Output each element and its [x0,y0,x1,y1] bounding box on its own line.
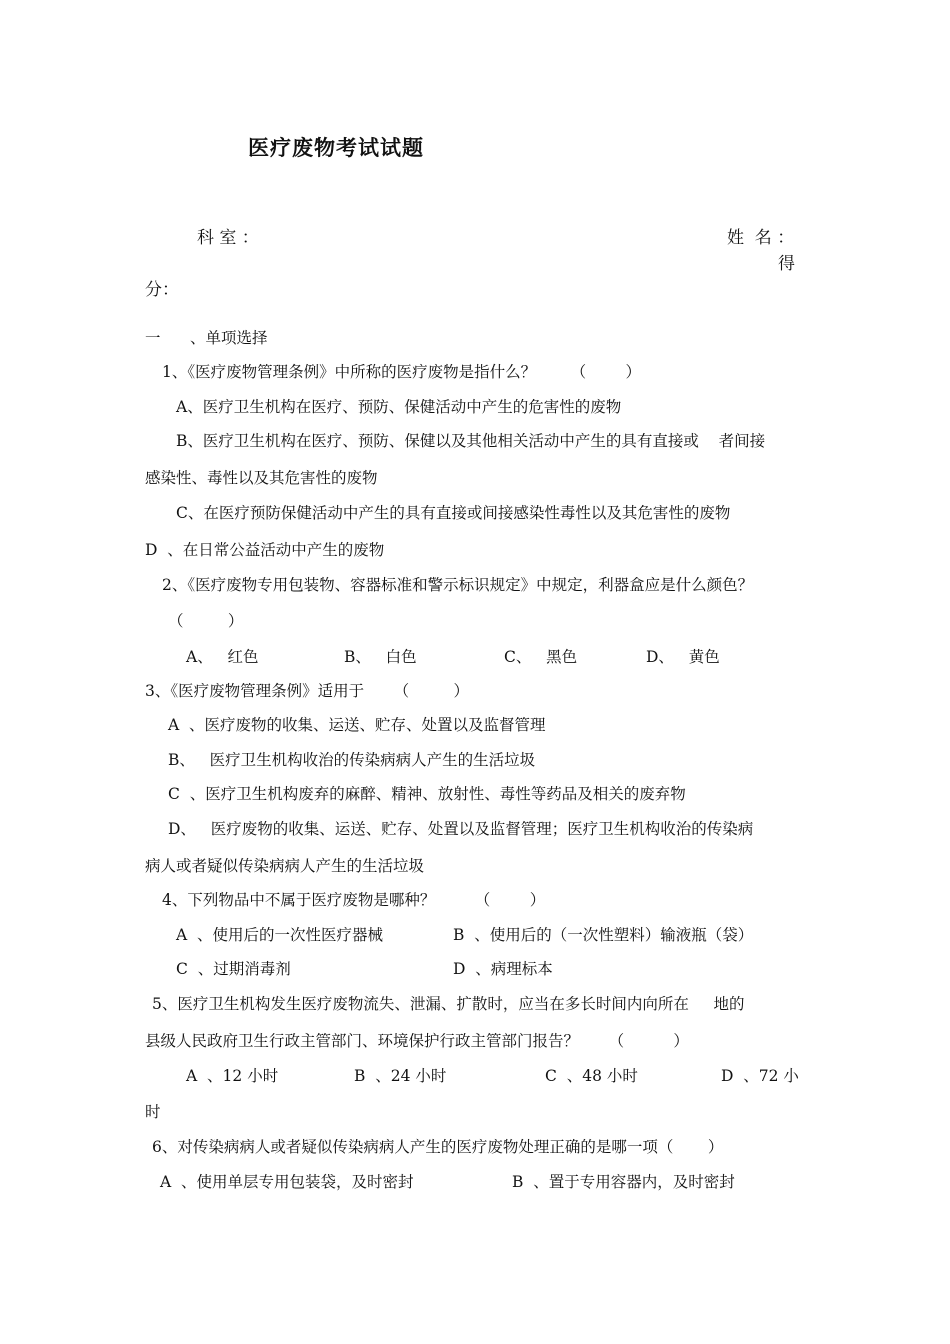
q3-option-d-line1: D、 医疗废物的收集、运送、贮存、处置以及监督管理；医疗卫生机构收治的传染病 [168,820,754,838]
score-label-part2: 分： [145,280,179,300]
q4-option-a: A 、使用后的一次性医疗器械 [176,926,384,944]
q3-option-c: C 、医疗卫生机构废弃的麻醉、精神、放射性、毒性等药品及相关的废弃物 [168,785,686,803]
q4-option-b: B 、使用后的（一次性塑料）输液瓶（袋） [453,926,754,944]
q4-stem: 4、下列物品中不属于医疗废物是哪种？ （ ） [162,891,546,909]
page-title: 医疗废物考试试题 [248,136,424,160]
q4-option-d: D 、病理标本 [453,960,553,978]
q3-option-a: A 、医疗废物的收集、运送、贮存、处置以及监督管理 [168,716,546,734]
q6-stem: 6、对传染病病人或者疑似传染病病人产生的医疗废物处理正确的是哪一项（ ） [152,1138,724,1156]
q6-option-a: A 、使用单层专用包装袋，及时密封 [160,1173,414,1191]
q1-option-c: C、在医疗预防保健活动中产生的具有直接或间接感染性毒性以及其危害性的废物 [176,504,731,522]
q5-stem-line1: 5、医疗卫生机构发生医疗废物流失、泄漏、扩散时，应当在多长时间内向所在 地的 [152,995,745,1013]
q5-option-b: B 、24 小时 [354,1067,447,1085]
q6-option-b: B 、置于专用容器内，及时密封 [512,1173,735,1191]
q5-option-d-line1: D 、72 小 [721,1067,799,1085]
q2-option-a: A、 红色 [186,648,259,666]
q3-stem: 3、《医疗废物管理条例》适用于 （ ） [145,682,470,700]
q1-option-b-line1: B、医疗卫生机构在医疗、预防、保健以及其他相关活动中产生的具有直接或 者间接 [176,432,766,450]
q4-option-c: C 、过期消毒剂 [176,960,291,978]
q3-option-d-line2: 病人或者疑似传染病病人产生的生活垃圾 [145,857,425,875]
q5-option-c: C 、48 小时 [545,1067,638,1085]
q1-stem: 1、《医疗废物管理条例》中所称的医疗废物是指什么？ （ ） [162,363,642,381]
q1-option-b-line2: 感染性、毒性以及其危害性的废物 [145,469,378,487]
q3-option-b: B、 医疗卫生机构收治的传染病病人产生的生活垃圾 [168,751,536,769]
q1-option-d: D 、在日常公益活动中产生的废物 [145,541,385,559]
q2-option-d: D、 黄色 [646,648,720,666]
q2-option-b: B、 白色 [344,648,417,666]
q2-option-c: C、 黑色 [504,648,578,666]
q5-stem-line2: 县级人民政府卫生行政主管部门、环境保护行政主管部门报告？ （ ） [145,1032,689,1050]
q2-stem: 2、《医疗废物专用包装物、容器标准和警示标识规定》中规定，利器盒应是什么颜色？ [162,576,754,594]
score-label-part1: 得 [778,254,795,274]
section-heading: 一 、单项选择 [145,329,268,347]
name-label: 姓 名 ： [727,228,795,248]
q5-option-a: A 、12 小时 [186,1067,279,1085]
q5-option-d-line2: 时 [145,1103,161,1121]
q2-blank: （ ） [168,612,244,630]
dept-label: 科 室 ： [197,228,259,248]
q1-option-a: A、医疗卫生机构在医疗、预防、保健活动中产生的危害性的废物 [176,398,622,416]
